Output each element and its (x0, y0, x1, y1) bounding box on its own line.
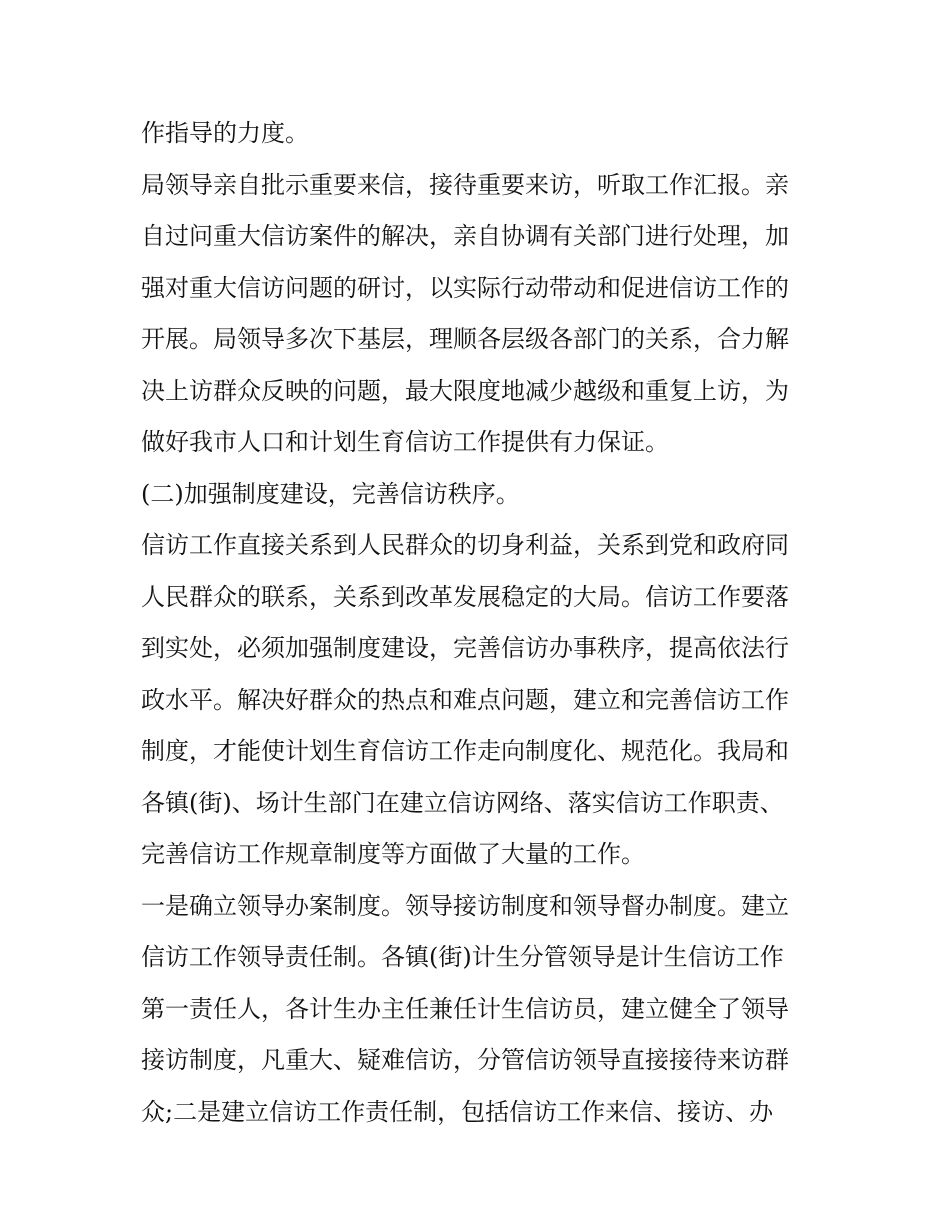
text-line: 制度，才能使计划生育信访工作走向制度化、规范化。我局和 (141, 737, 789, 765)
text-line: 强对重大信访问题的研讨，以实际行动带动和促进信访工作的 (141, 273, 789, 302)
text-line: 到实处，必须加强制度建设，完善信访办事秩序，提高依法行 (141, 634, 789, 662)
section-heading: (二)加强制度建设，完善信访秩序。 (141, 479, 520, 508)
text-line: 完善信访工作规章制度等方面做了大量的工作。 (141, 840, 645, 868)
text-line: 接访制度，凡重大、疑难信访，分管信访领导直接接待来访群 (141, 1046, 789, 1074)
text-line: 做好我市人口和计划生育信访工作提供有力保证。 (141, 428, 669, 456)
text-line: 众;二是建立信访工作责任制，包括信访工作来信、接访、办 (141, 1097, 774, 1126)
text-line: 政水平。解决好群众的热点和难点问题，建立和完善信访工作 (141, 685, 789, 714)
text-line: 人民群众的联系，关系到改革发展稳定的大局。信访工作要落 (141, 582, 789, 611)
text-line: 决上访群众反映的问题，最大限度地减少越级和重复上访，为 (141, 376, 789, 405)
text-line: 第一责任人，各计生办主任兼任计生信访员，建立健全了领导 (141, 994, 789, 1023)
text-line: 信访工作直接关系到人民群众的切身利益，关系到党和政府同 (141, 531, 789, 559)
text-line: 一是确立领导办案制度。领导接访制度和领导督办制度。建立 (141, 891, 789, 920)
text-line: 各镇(街)、场计生部门在建立信访网络、落实信访工作职责、 (141, 788, 784, 817)
text-line: 自过问重大信访案件的解决，亲自协调有关部门进行处理，加 (141, 222, 789, 250)
text-line: 局领导亲自批示重要来信，接待重要来访，听取工作汇报。亲 (141, 170, 789, 199)
document-body (141, 108, 813, 1138)
text-line: 作指导的力度。 (141, 119, 309, 147)
text-line: 开展。局领导多次下基层，理顺各层级各部门的关系，合力解 (141, 325, 789, 353)
text-line: 信访工作领导责任制。各镇(街)计生分管领导是计生信访工作 (141, 943, 784, 971)
